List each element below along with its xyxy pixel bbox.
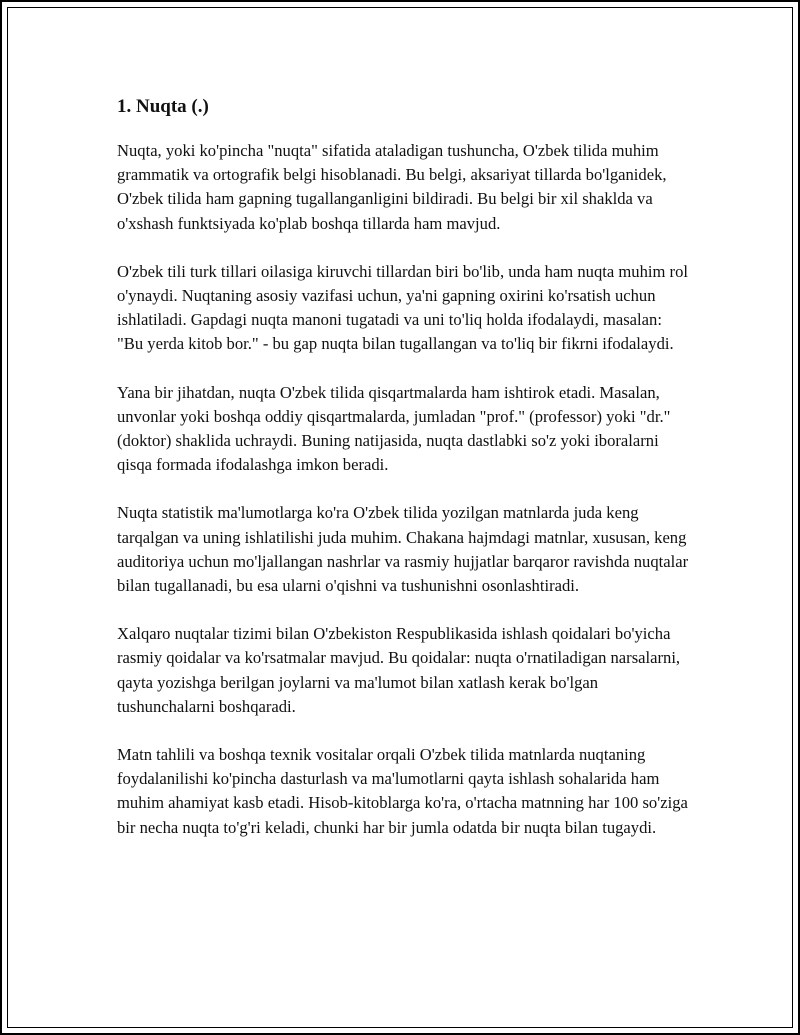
paragraph-4: Nuqta statistik ma'lumotlarga ko'ra O'zbek tilida yozilgan matnlarda juda keng tarqalgan va uning ishlatilishi juda muhim. Chakana hajmdagi matnlar, xususan, keng auditoriya uchun mo'ljallangan nashrlar va rasmiy hujjatlar barqaror ravishda nuqtalar bilan tugallanadi, bu esa ularni o'qishni va tushunishni osonlashtiradi. (117, 503, 689, 596)
paragraph-6: Matn tahlili va boshqa texnik vositalar orqali O'zbek tilida matnlarda nuqtaning foydalanilishi ko'pincha dasturlash va ma'lumotlarni qayta ishlash sohalarida ham muhim ahamiyat kasb etadi. Hisob-kitoblarga ko'ra, o'rtacha matnning har 100 so'ziga bir necha nuqta to'g'ri keladi, chunki har bir jumla odatda bir nuqta bilan tugaydi. (117, 745, 688, 837)
paragraph-2: O'zbek tili turk tillari oilasiga kiruvchi tillardan biri bo'lib, unda ham nuqta muhim rol o'ynaydi. Nuqtaning asosiy vazifasi uchun, ya'ni gapning oxirini ko'rsatish uchun ishlatiladi. Gapdagi nuqta manoni tugatadi va uni to'liq holda ifodalaydi, masalan: "Bu yerda kitob bor." - bu gap nuqta bilan tugallangan va to'liq bir fikrni ifodalaydi. (117, 261, 688, 354)
section-heading: 1. Nuqta (.) (117, 96, 209, 117)
document-body (117, 92, 692, 864)
paragraph-5: Xalqaro nuqtalar tizimi bilan O'zbekiston Respublikasida ishlash qoidalari bo'yicha rasmiy qoidalar va ko'rsatmalar mavjud. Bu qoidalar: nuqta o'rnatiladigan narsalarni, qayta yozishga berilgan joylarni va ma'lumot bilan xatlash kerak bo'lgan tushunchalarni boshqaradi. (117, 624, 681, 716)
paragraph-1: Nuqta, yoki ko'pincha "nuqta" sifatida ataladigan tushuncha, O'zbek tilida muhim grammatik va ortografik belgi hisoblanadi. Bu belgi, aksariyat tillarda bo'lganidek, O'zbek tilida ham gapning tugallanganligini bildiradi. Bu belgi bir xil shaklda va o'xshash funktsiyada ko'plab boshqa tillarda ham mavjud. (117, 141, 667, 233)
paragraph-3: Yana bir jihatdan, nuqta O'zbek tilida qisqartmalarda ham ishtirok etadi. Masalan, unvonlar yoki boshqa oddiy qisqartmalarda, jumladan "prof." (professor) yoki "dr." (doktor) shaklida uchraydi. Buning natijasida, nuqta dastlabki so'z yoki iboralarni qisqa formada ifodalashga imkon beradi. (117, 382, 671, 475)
